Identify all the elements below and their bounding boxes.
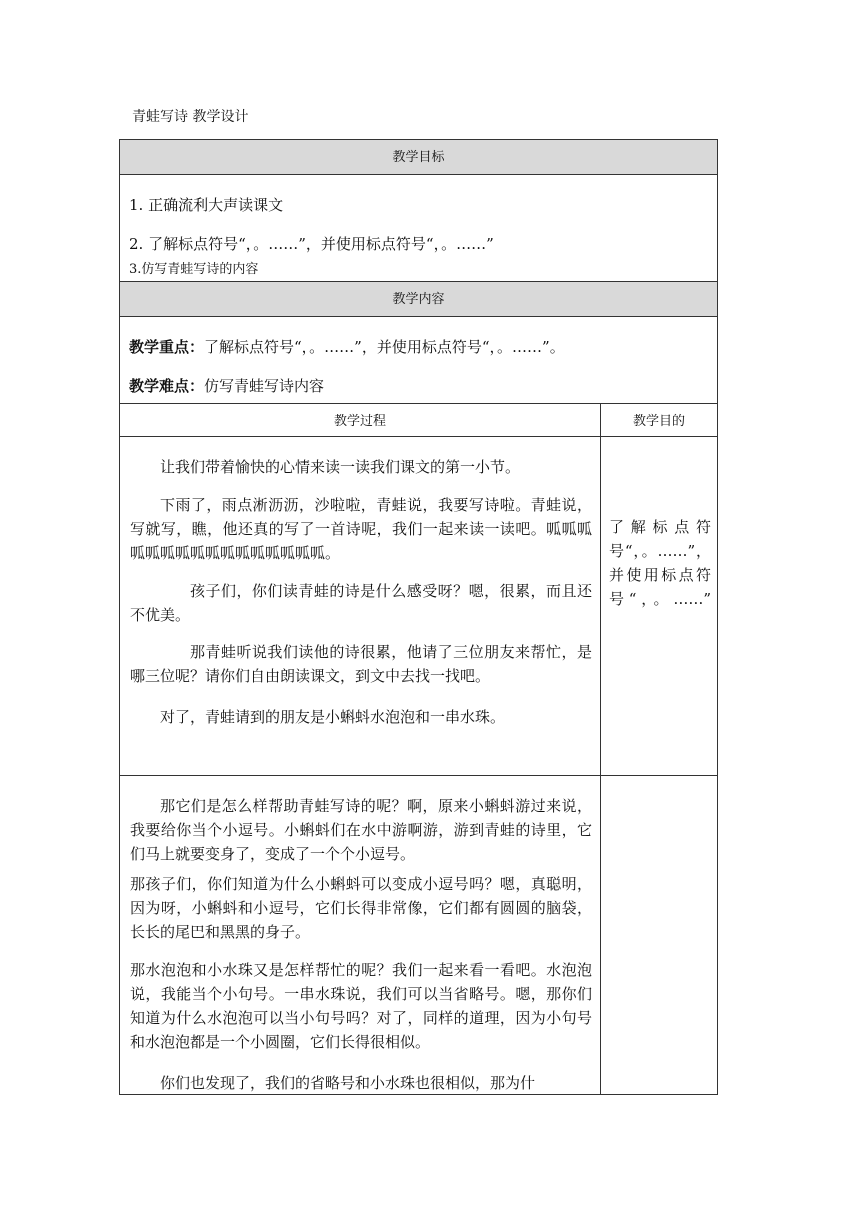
goal-item-2: 2. 了解标点符号“，。……”，并使用标点符号“，。……” bbox=[129, 235, 494, 253]
purpose-text: 了解标点符号“，。……”，并使用标点符号“，。……” bbox=[609, 518, 711, 608]
process-paragraph: 那孩子们，你们知道为什么小蝌蚪可以变成小逗号吗？嗯，真聪明，因为呀，小蝌蚪和小逗号，它们长得非常像，它们都有圆圆的脑袋，长长的尾巴和黑黑的身子。 bbox=[130, 875, 592, 941]
purpose-header bbox=[600, 403, 718, 437]
content-header-label: 教学内容 bbox=[392, 292, 445, 307]
key-point-text: 了解标点符号“，。……”，并使用标点符号“，。……”。 bbox=[204, 338, 565, 356]
process-paragraph: 那青蛙听说我们读他的诗很累，他请了三位朋友来帮忙，是哪三位呢？请你们自由朗读课文，到文中去找一找吧。 bbox=[130, 643, 592, 685]
process-paragraph: 那水泡泡和小水珠又是怎样帮忙的呢？我们一起来看一看吧。水泡泡说，我能当个小句号。一串水珠说，我们可以当省略号。嗯，那你们知道为什么水泡泡可以当小句号吗？对了，同样的道理，因为小句号和水泡泡都是一个小圆圈，它们长得很相似。 bbox=[130, 961, 592, 1051]
difficulty-text: 仿写青蛙写诗内容 bbox=[204, 377, 325, 395]
goals-header bbox=[119, 139, 718, 175]
process-paragraph: 让我们带着愉快的心情来读一读我们课文的第一小节。 bbox=[160, 458, 521, 476]
key-point-label: 教学重点： bbox=[129, 338, 205, 356]
content-header bbox=[119, 281, 718, 317]
process-row-1 bbox=[119, 436, 601, 776]
process-row-2 bbox=[119, 775, 601, 1095]
goal-item-3: 3.仿写青蛙写诗的内容 bbox=[129, 262, 259, 277]
goals-cell bbox=[119, 174, 718, 282]
process-paragraph: 你们也发现了，我们的省略号和小水珠也很相似，那为什 bbox=[160, 1074, 536, 1092]
purpose-header-label: 教学目的 bbox=[632, 414, 685, 429]
purpose-row-1 bbox=[600, 436, 718, 776]
difficulty-point bbox=[129, 375, 324, 397]
difficulty-label: 教学难点： bbox=[129, 377, 205, 395]
process-header bbox=[119, 403, 601, 437]
goals-header-label: 教学目标 bbox=[392, 150, 445, 165]
process-paragraph: 对了，青蛙请到的朋友是小蝌蚪水泡泡和一串水珠。 bbox=[160, 708, 506, 726]
goal-item-1: 1. 正确流利大声读课文 bbox=[129, 196, 284, 214]
content-cell bbox=[119, 316, 718, 404]
process-paragraph: 孩子们，你们读青蛙的诗是什么感受呀？嗯，很累，而且还不优美。 bbox=[130, 582, 592, 624]
document-title: 青蛙写诗 教学设计 bbox=[132, 109, 249, 125]
process-header-label: 教学过程 bbox=[333, 414, 386, 429]
process-paragraph: 下雨了，雨点淅沥沥，沙啦啦，青蛙说，我要写诗啦。青蛙说，写就写，瞧，他还真的写了一首诗呢，我们一起来读一读吧。呱呱呱呱呱呱呱呱呱呱呱呱呱呱呱呱。 bbox=[130, 496, 592, 562]
purpose-row-2 bbox=[600, 775, 718, 1095]
process-paragraph: 那它们是怎么样帮助青蛙写诗的呢？啊，原来小蝌蚪游过来说，我要给你当个小逗号。小蝌蚪们在水中游啊游，游到青蛙的诗里，它们马上就要变身了，变成了一个个小逗号。 bbox=[130, 797, 592, 863]
key-point bbox=[129, 336, 565, 358]
